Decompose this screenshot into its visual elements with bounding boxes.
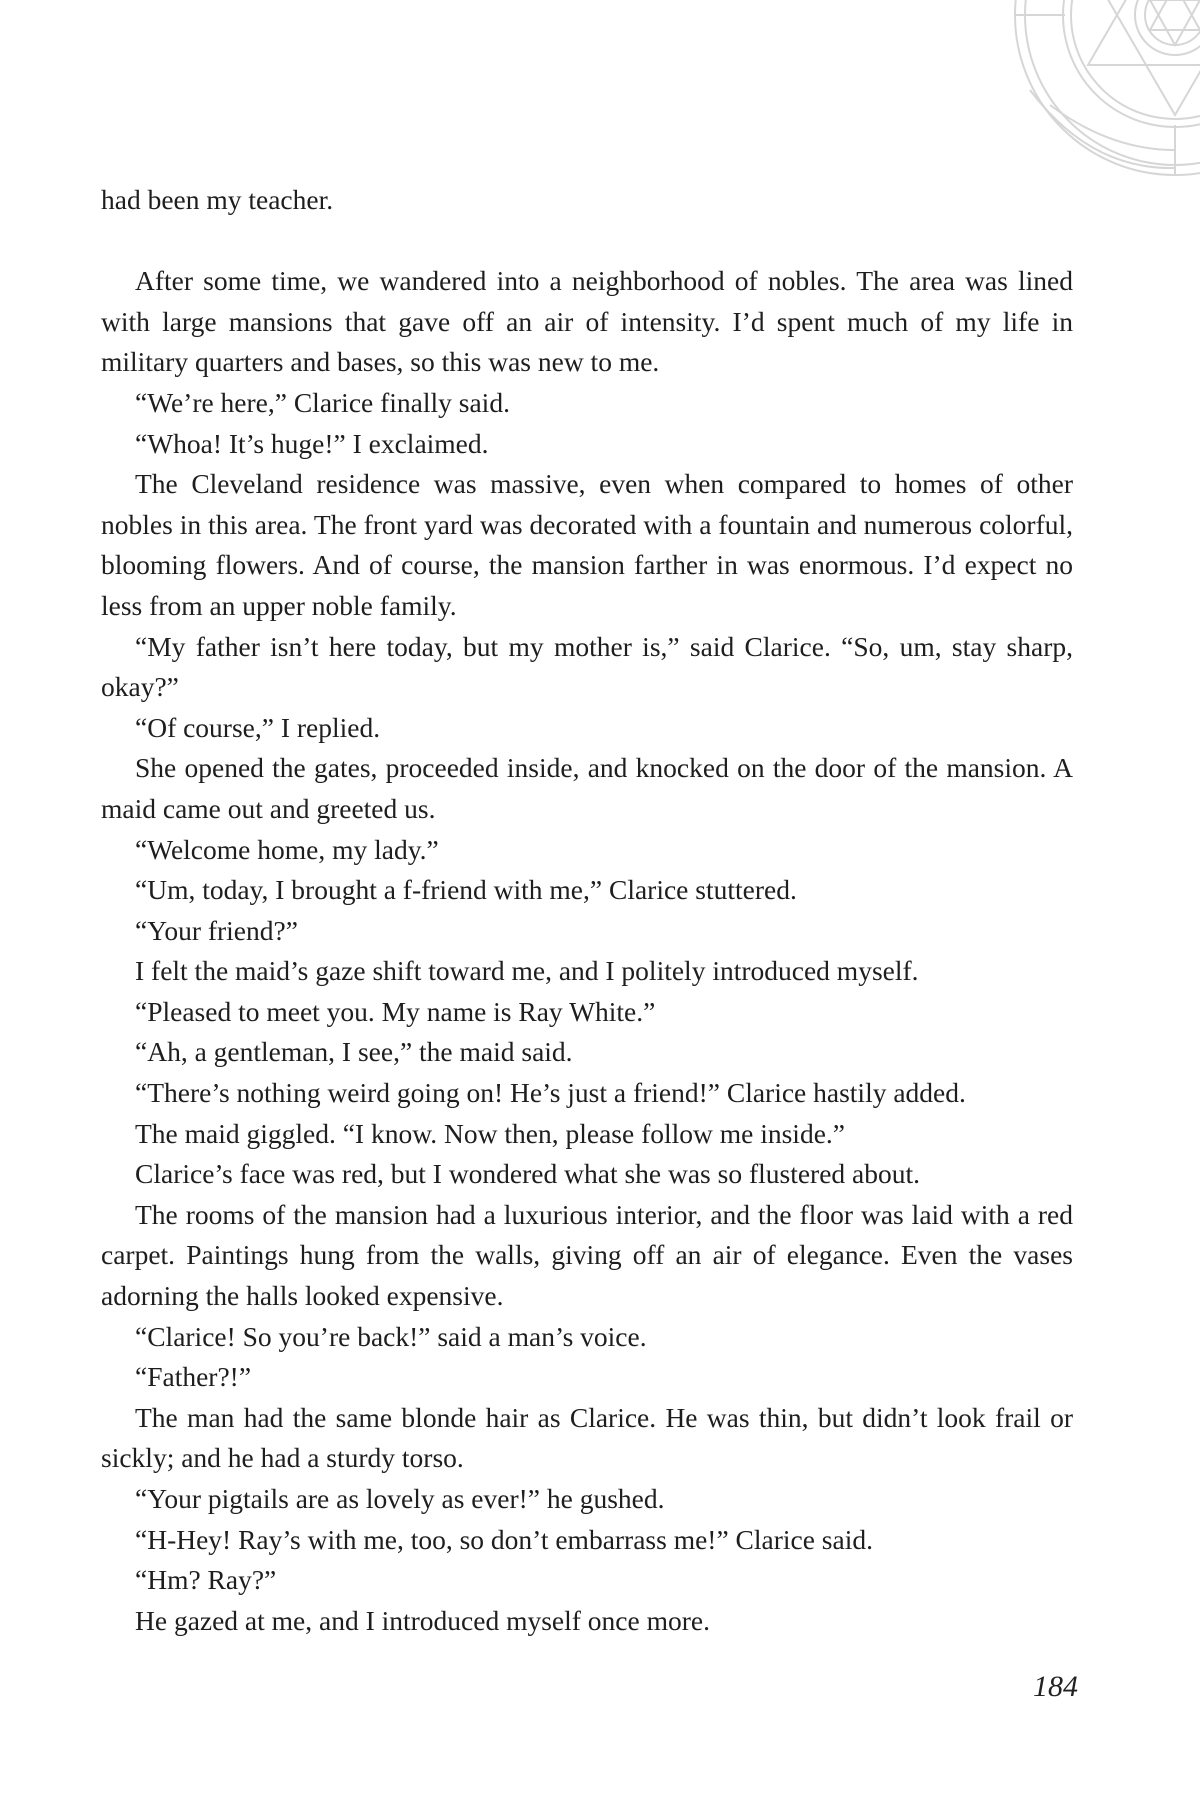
paragraph: “Of course,” I replied. (135, 711, 381, 743)
paragraph: “Ah, a gentleman, I see,” the maid said. (135, 1036, 573, 1068)
paragraph: “Welcome home, my lady.” (135, 833, 439, 865)
paragraph: I felt the maid’s gaze shift toward me, and I politely introduced myself. (135, 955, 919, 987)
paragraph: “H-Hey! Ray’s with me, too, so don’t embarrass me!” Clarice said. (135, 1523, 873, 1555)
paragraph: “Um, today, I brought a f-friend with me,” Clarice stuttered. (135, 874, 797, 906)
page-body (101, 180, 1073, 1641)
magic-circle-icon (1010, 0, 1200, 180)
paragraph: The rooms of the mansion had a luxurious interior, and the floor was laid with a red carpet. Paintings hung from the walls, giving off an air of elegance. Even the vases adorning the halls looked expensive. (101, 1198, 1073, 1312)
paragraph: The maid giggled. “I know. Now then, please follow me inside.” (135, 1117, 845, 1149)
paragraph: After some time, we wandered into a neighborhood of nobles. The area was lined with large mansions that gave off an air of intensity. I’d spent much of my life in military quarters and bases, so this was new to me. (101, 265, 1073, 378)
paragraph: “Your pigtails are as lovely as ever!” he gushed. (135, 1483, 665, 1514)
paragraph: He gazed at me, and I introduced myself once more. (135, 1604, 710, 1636)
first-line: had been my teacher. (101, 184, 334, 215)
paragraph: She opened the gates, proceeded inside, and knocked on the door of the mansion. A maid came out and greeted us. (101, 752, 1073, 824)
paragraph: “Whoa! It’s huge!” I exclaimed. (135, 427, 489, 459)
paragraph: “My father isn’t here today, but my mother is,” said Clarice. “So, um, stay sharp, okay?” (101, 630, 1073, 703)
page-number: 184 (1033, 1670, 1078, 1703)
paragraph: Clarice’s face was red, but I wondered what she was so flustered about. (135, 1158, 921, 1190)
paragraph: “Hm? Ray?” (135, 1564, 277, 1596)
paragraph: “We’re here,” Clarice finally said. (135, 386, 510, 418)
section-spacer (101, 221, 1073, 262)
paragraph: “Father?!” (135, 1361, 252, 1393)
paragraph: “Clarice! So you’re back!” said a man’s voice. (135, 1320, 647, 1352)
paragraph: The man had the same blonde hair as Clarice. He was thin, but didn’t look frail or sickly; and he had a sturdy torso. (101, 1401, 1073, 1474)
paragraph: The Cleveland residence was massive, even when compared to homes of other nobles in this area. The front yard was decorated with a fountain and numerous colorful, blooming flowers. And of course, the mansion farther in was enormous. I’d expect no less from an upper noble family. (101, 468, 1073, 621)
paragraph: “Pleased to meet you. My name is Ray White.” (135, 995, 656, 1027)
paragraph: “Your friend?” (135, 914, 298, 946)
paragraph: “There’s nothing weird going on! He’s just a friend!” Clarice hastily added. (135, 1077, 966, 1109)
